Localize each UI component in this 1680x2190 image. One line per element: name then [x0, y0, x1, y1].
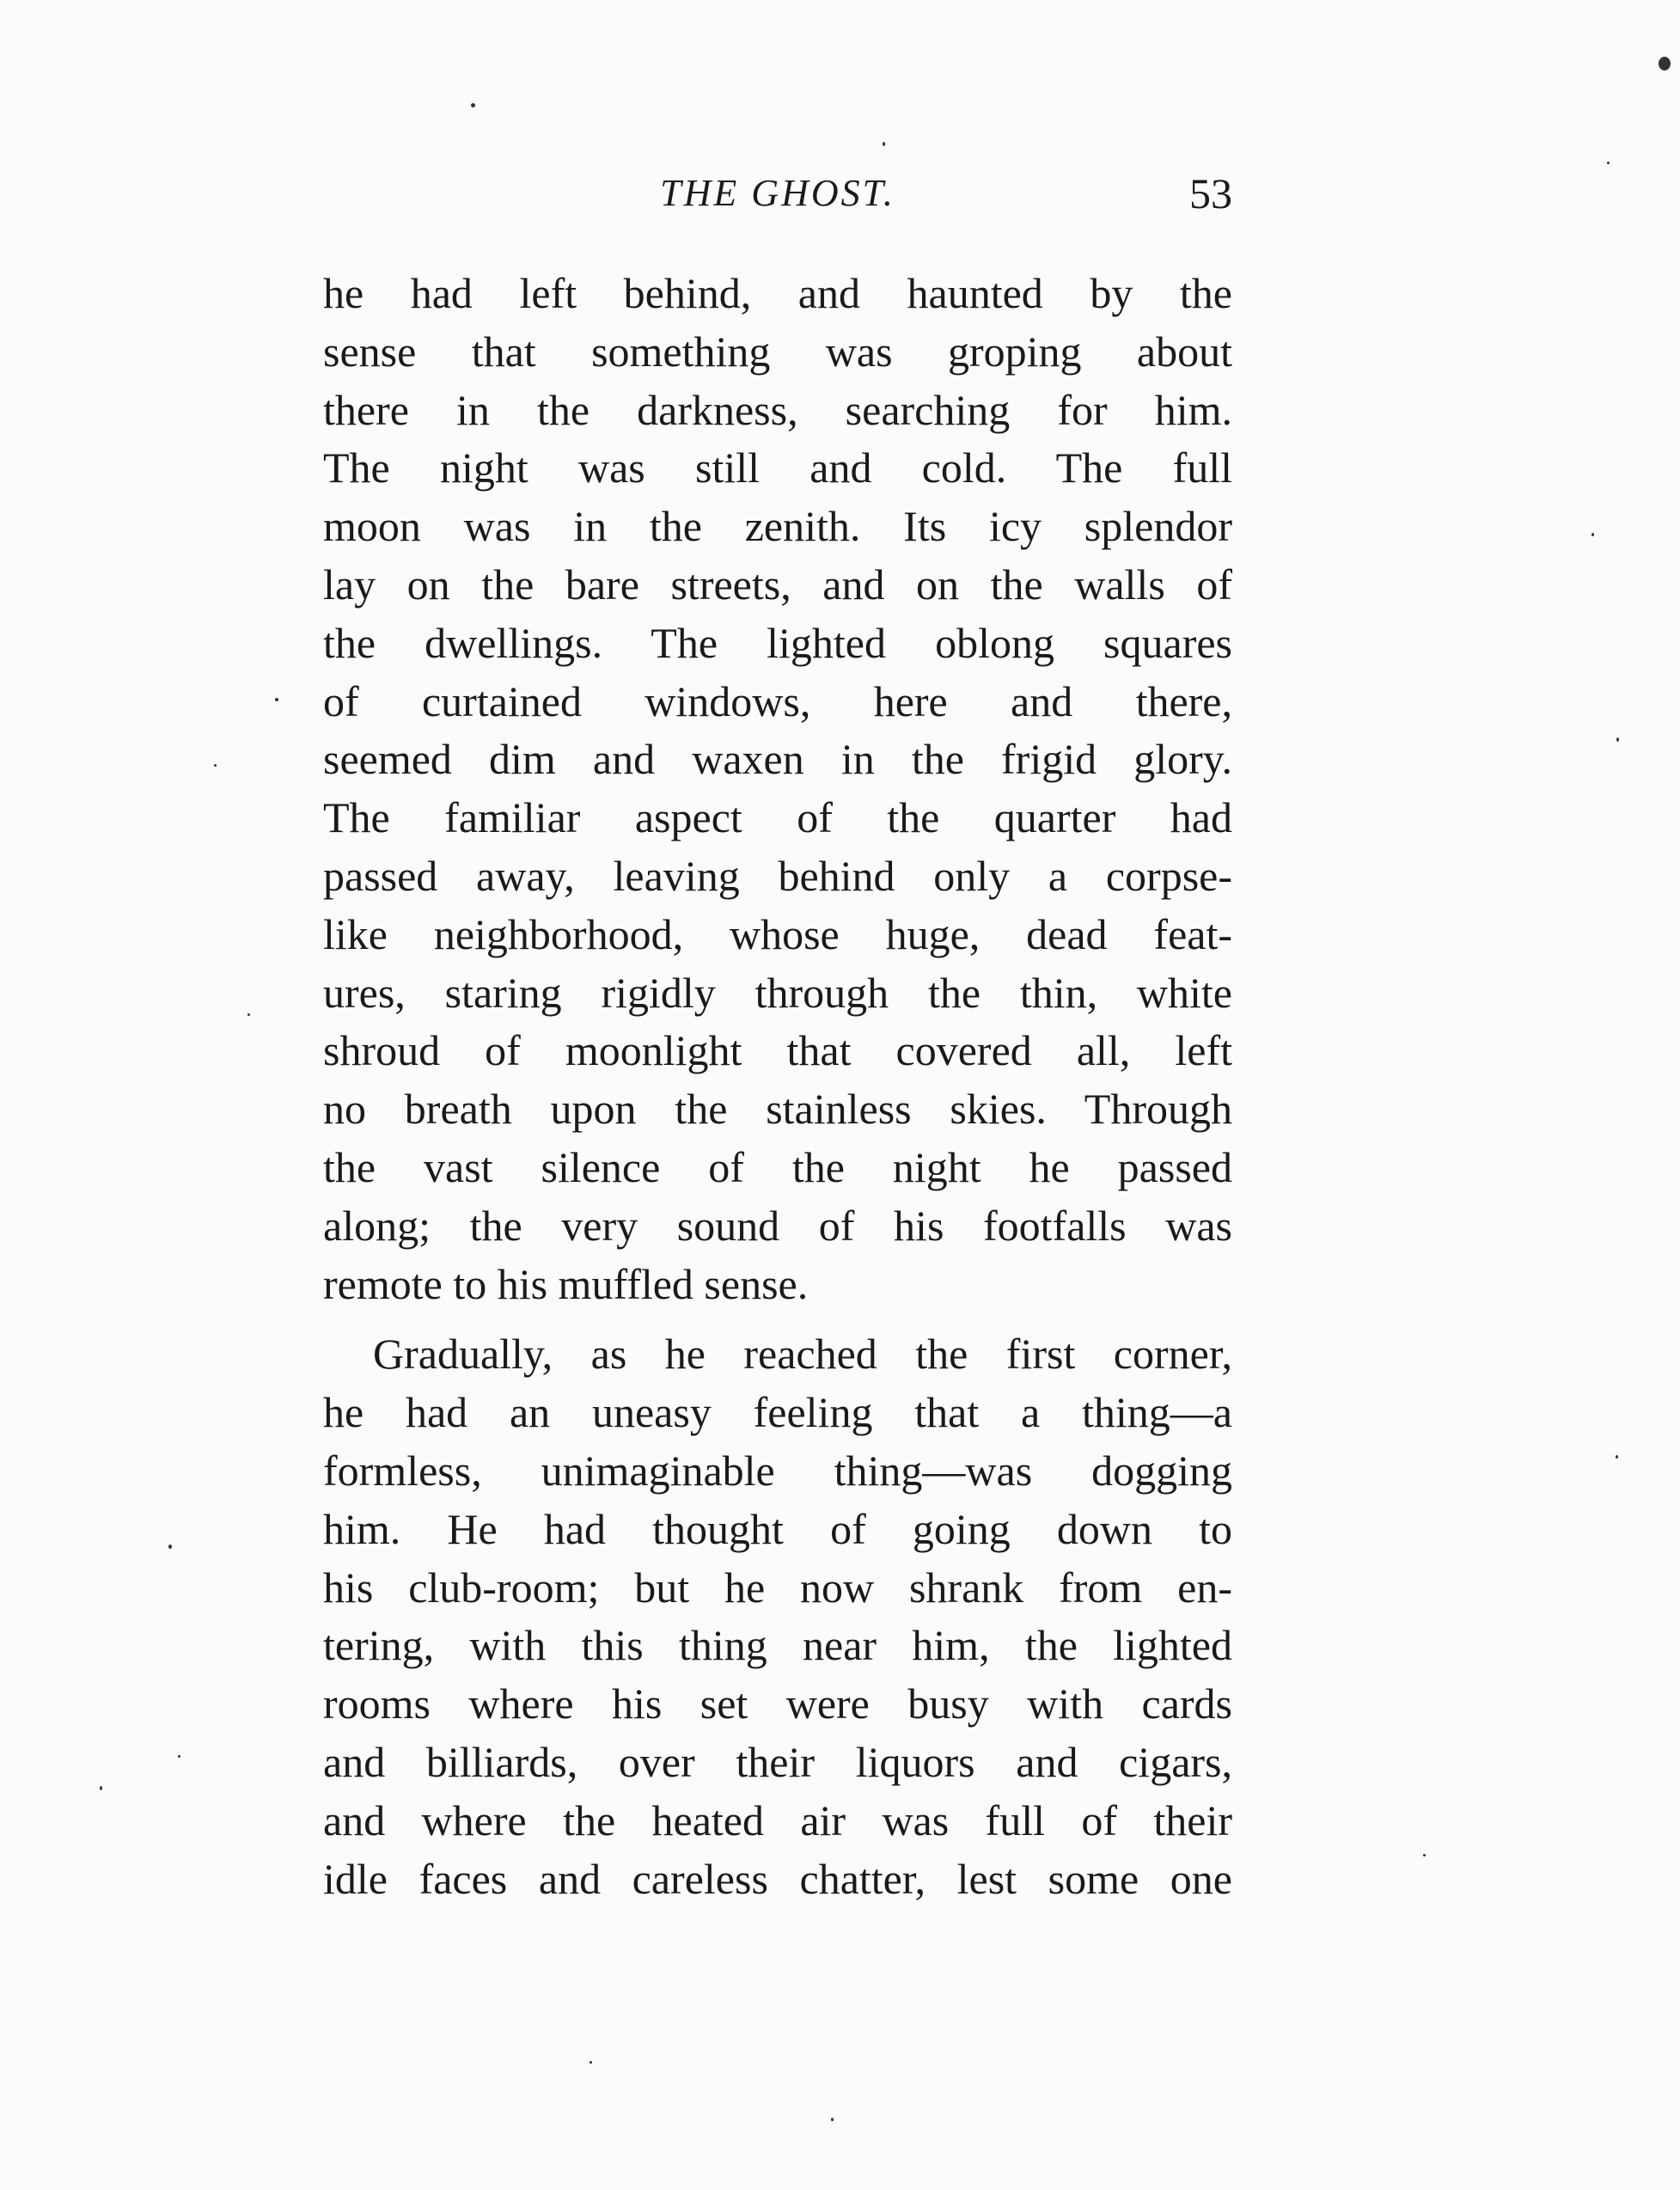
scan-speck — [275, 698, 278, 701]
scan-speck — [247, 1013, 250, 1016]
scan-speck — [1616, 737, 1619, 742]
text-line: idle faces and careless chatter, lest some one — [323, 1854, 1232, 1903]
text-line: The familiar aspect of the quarter had — [323, 793, 1232, 842]
scan-speck — [178, 1755, 180, 1758]
scan-speck — [1616, 1455, 1618, 1459]
text-line: passed away, leaving behind only a corpse- — [323, 851, 1232, 900]
text-line: of curtained windows, here and there, — [323, 676, 1232, 725]
text-line: seemed dim and waxen in the frigid glory. — [323, 735, 1232, 784]
scan-speck — [1659, 57, 1671, 70]
text-line: remote to his muffled sense. — [323, 1259, 809, 1308]
text-line: he had left behind, and haunted by the — [323, 269, 1232, 317]
text-line: the dwellings. The lighted oblong squares — [323, 618, 1232, 667]
text-line: and billiards, over their liquors and cigars, — [323, 1737, 1232, 1786]
text-line: lay on the bare streets, and on the walls of — [323, 560, 1232, 609]
paragraph-gap — [323, 1313, 1232, 1325]
text-line: moon was in the zenith. Its icy splendor — [323, 502, 1232, 551]
text-line: no breath upon the stainless skies. Through — [323, 1085, 1232, 1134]
running-head — [323, 163, 1232, 223]
scan-speck — [590, 2061, 592, 2064]
text-line: formless, unimaginable thing—was dogging — [323, 1446, 1232, 1495]
text-line: Gradually, as he reached the first corner, — [373, 1330, 1232, 1379]
text-line: like neighborhood, whose huge, dead feat- — [323, 909, 1232, 958]
scan-speck — [168, 1545, 172, 1549]
scan-speck — [883, 142, 885, 146]
text-line: sense that something was groping about — [323, 327, 1232, 376]
scan-speck — [1591, 533, 1594, 536]
text-line: rooms where his set were busy with cards — [323, 1679, 1232, 1728]
scan-speck — [214, 764, 217, 767]
scan-speck — [471, 103, 475, 107]
text-line: the vast silence of the night he passed — [323, 1142, 1232, 1191]
scan-speck — [1607, 162, 1610, 164]
text-line: his club-room; but he now shrank from en- — [323, 1563, 1232, 1612]
running-title: THE GHOST. — [660, 172, 895, 214]
page-number: 53 — [1189, 169, 1232, 217]
text-line: The night was still and cold. The full — [323, 444, 1232, 492]
text-line: ures, staring rigidly through the thin, white — [323, 968, 1232, 1017]
text-line: there in the darkness, searching for him. — [323, 385, 1232, 434]
text-line: tering, with this thing near him, the lighted — [323, 1621, 1232, 1670]
scan-speck — [100, 1786, 102, 1790]
scan-speck — [1423, 1854, 1426, 1857]
text-line: and where the heated air was full of their — [323, 1795, 1232, 1844]
text-line: him. He had thought of going down to — [323, 1504, 1232, 1553]
text-line: shroud of moonlight that covered all, left — [323, 1026, 1232, 1075]
body-text — [323, 265, 1232, 1908]
text-line: along; the very sound of his footfalls was — [323, 1201, 1232, 1250]
text-line: he had an uneasy feeling that a thing—a — [323, 1388, 1232, 1437]
paragraph-1 — [323, 265, 1232, 1313]
scan-speck — [831, 2118, 834, 2121]
paragraph-2 — [323, 1325, 1232, 1908]
